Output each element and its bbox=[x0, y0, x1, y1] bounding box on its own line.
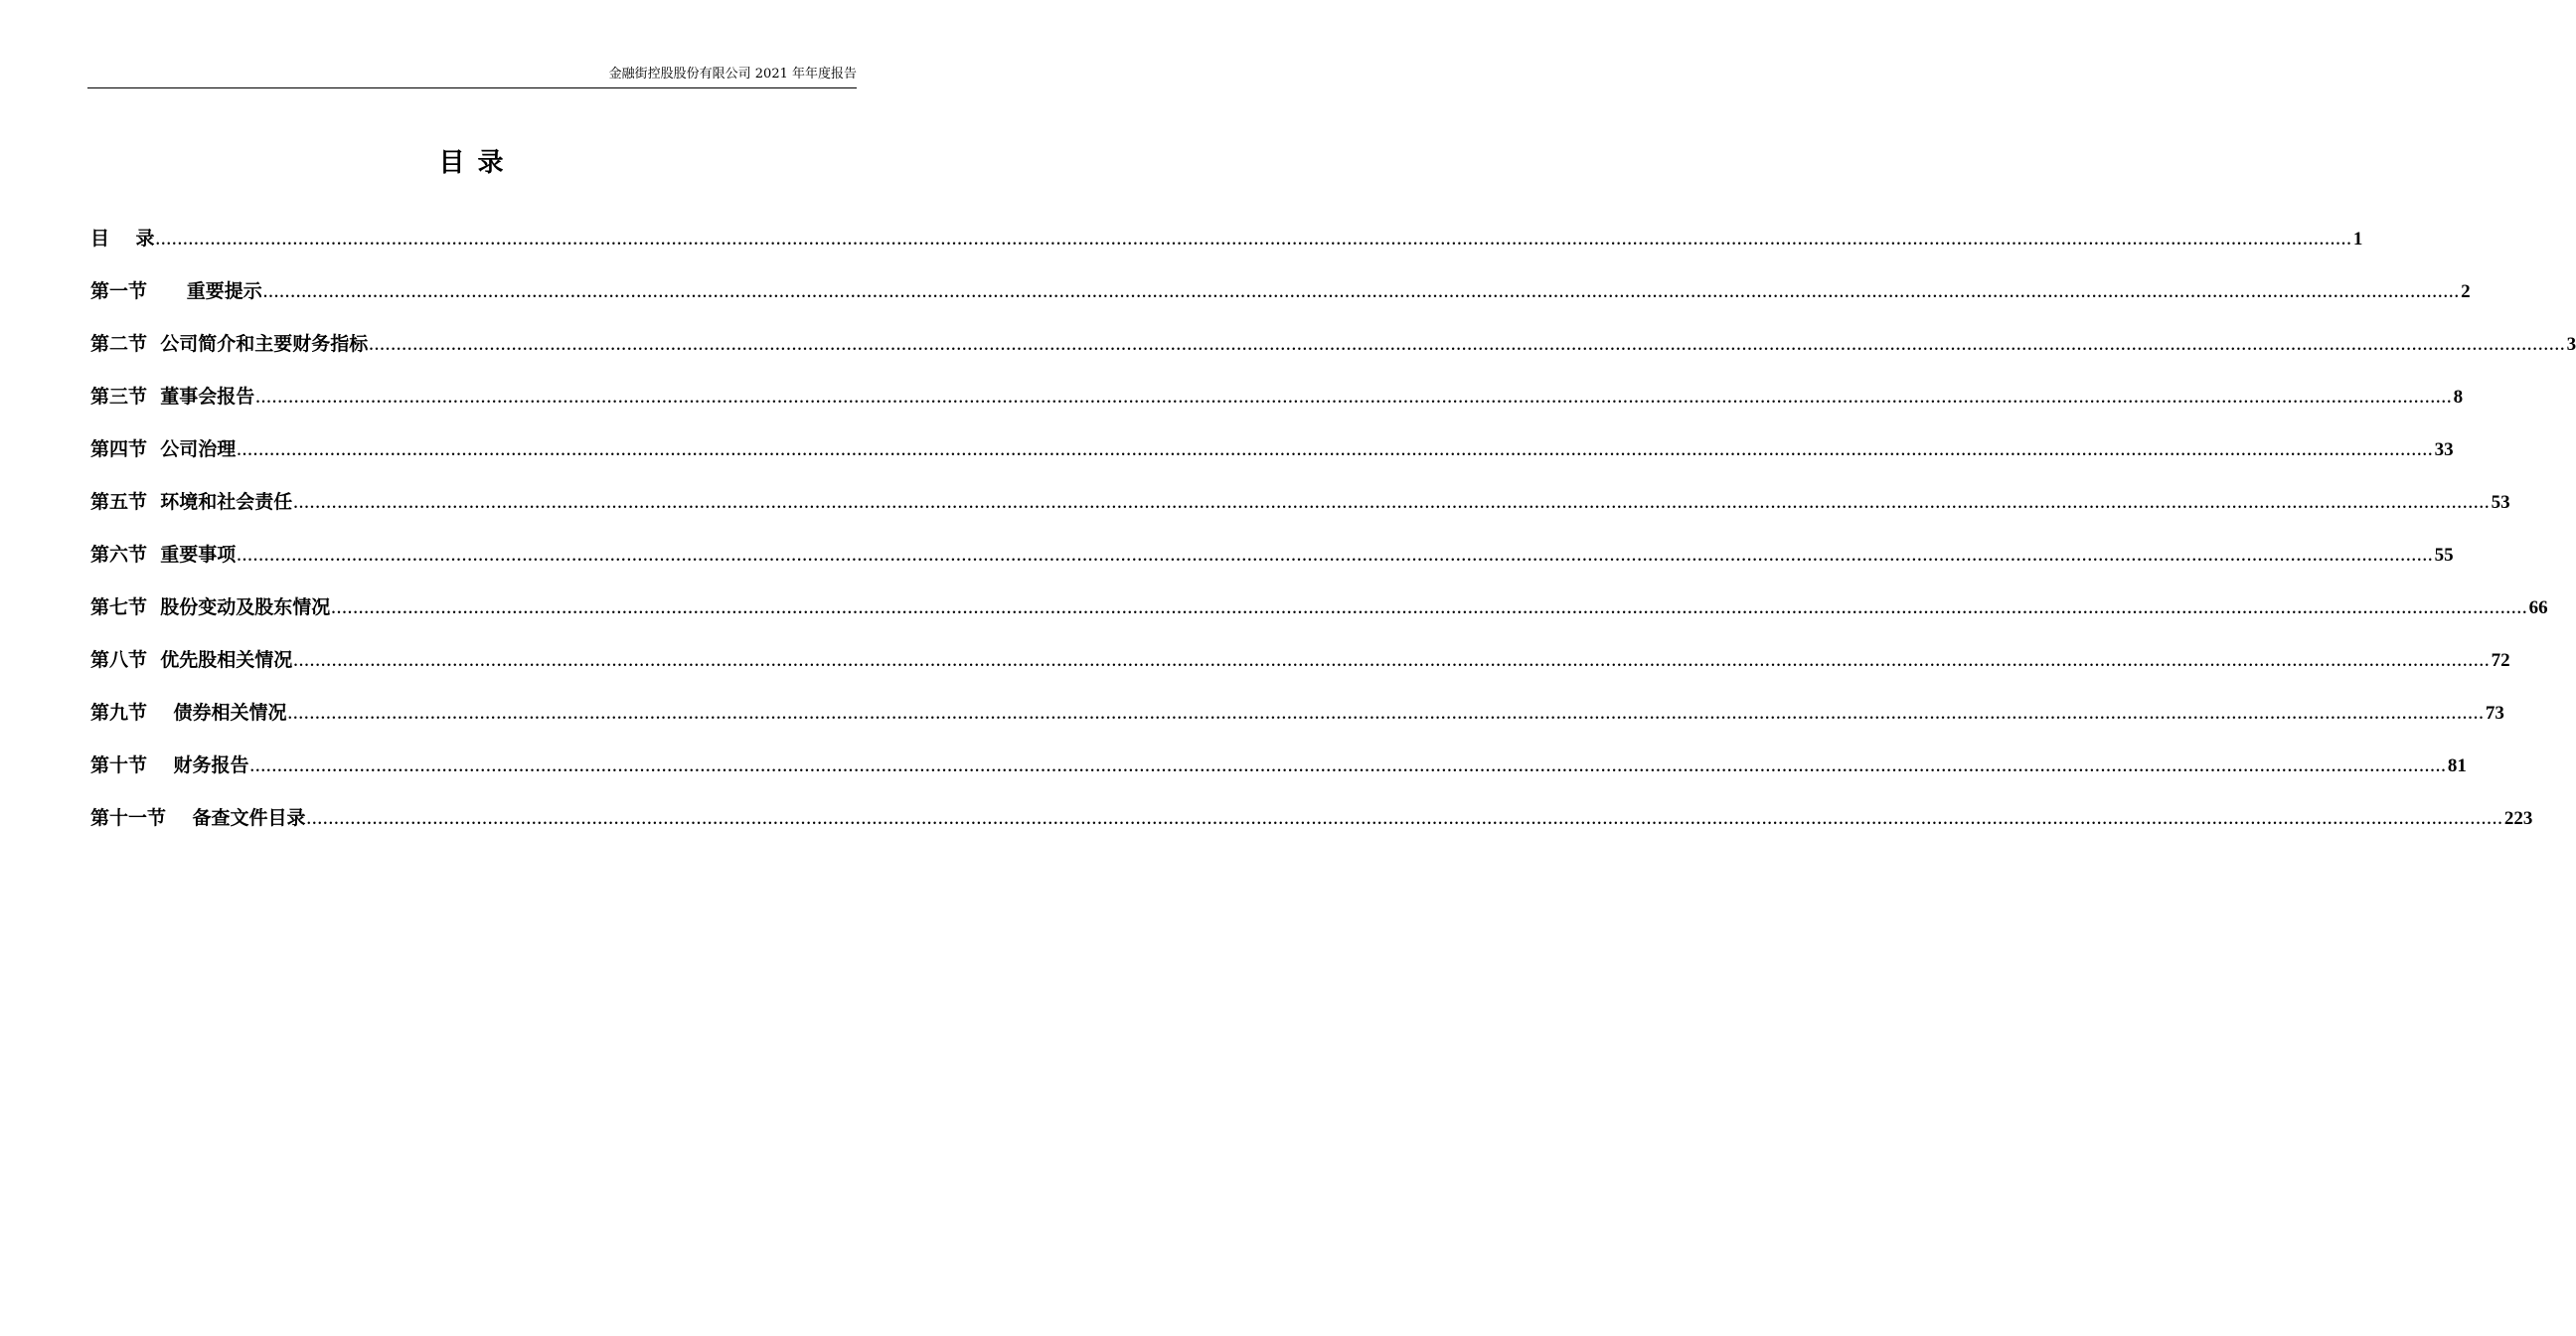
toc-entry-label: 第四节 公司治理 bbox=[90, 438, 237, 460]
toc-leader-dots: ................................................................................................................................................................................................................................................................................................................................................................................................................ bbox=[255, 392, 2453, 407]
toc-leader-dots: ................................................................................................................................................................................................................................................................................................................................................................................................................ bbox=[369, 339, 2566, 354]
toc-leader-dots: ................................................................................................................................................................................................................................................................................................................................................................................................................ bbox=[249, 760, 2447, 775]
toc-entry-page: 53 bbox=[2491, 492, 2510, 513]
toc-leader-dots: ................................................................................................................................................................................................................................................................................................................................................................................................................ bbox=[262, 286, 2461, 301]
toc-entry-label: 第二节 公司简介和主要财务指标 bbox=[90, 333, 369, 355]
table-of-contents bbox=[90, 222, 2576, 854]
toc-entry-section-4[interactable] bbox=[90, 432, 2454, 485]
toc-leader-dots: ................................................................................................................................................................................................................................................................................................................................................................................................................ bbox=[293, 497, 2491, 512]
toc-entry-page: 72 bbox=[2491, 650, 2510, 671]
toc-leader-dots: ................................................................................................................................................................................................................................................................................................................................................................................................................ bbox=[306, 813, 2503, 828]
toc-leader-dots: ................................................................................................................................................................................................................................................................................................................................................................................................................ bbox=[155, 234, 2352, 249]
toc-entry-page: 73 bbox=[2485, 703, 2504, 724]
toc-title: 目 录 bbox=[438, 148, 506, 178]
toc-entry-label: 第十一节 备查文件目录 bbox=[90, 807, 306, 829]
toc-entry-section-9[interactable] bbox=[90, 696, 2504, 749]
toc-entry-section-3[interactable] bbox=[90, 380, 2464, 432]
toc-leader-dots: ................................................................................................................................................................................................................................................................................................................................................................................................................ bbox=[287, 708, 2485, 723]
toc-entry-label: 第六节 重要事项 bbox=[90, 544, 237, 566]
toc-entry-section-11[interactable] bbox=[90, 801, 2533, 854]
toc-entry-page: 1 bbox=[2352, 229, 2363, 250]
toc-entry-section-1[interactable] bbox=[90, 274, 2471, 327]
toc-leader-dots: ................................................................................................................................................................................................................................................................................................................................................................................................................ bbox=[237, 444, 2434, 459]
toc-leader-dots: ................................................................................................................................................................................................................................................................................................................................................................................................................ bbox=[331, 602, 2528, 617]
toc-entry-page: 81 bbox=[2447, 755, 2467, 776]
toc-entry-label: 第八节 优先股相关情况 bbox=[90, 649, 293, 671]
toc-entry-page: 33 bbox=[2434, 439, 2454, 460]
toc-entry-label: 目 录 bbox=[90, 228, 155, 250]
toc-leader-dots: ................................................................................................................................................................................................................................................................................................................................................................................................................ bbox=[237, 550, 2434, 565]
toc-entry-label: 第十节 财务报告 bbox=[90, 754, 249, 776]
toc-entry-section-6[interactable] bbox=[90, 538, 2454, 590]
toc-entry-section-7[interactable] bbox=[90, 590, 2548, 643]
toc-entry-page: 55 bbox=[2434, 545, 2454, 566]
toc-entry-section-2[interactable] bbox=[90, 327, 2576, 380]
toc-entry-page: 66 bbox=[2528, 597, 2548, 618]
toc-leader-dots: ................................................................................................................................................................................................................................................................................................................................................................................................................ bbox=[293, 655, 2491, 670]
toc-entry-label: 第五节 环境和社会责任 bbox=[90, 491, 293, 513]
toc-entry-section-8[interactable] bbox=[90, 643, 2510, 696]
toc-entry-contents[interactable] bbox=[90, 222, 2363, 274]
toc-entry-page: 3 bbox=[2566, 334, 2576, 355]
toc-entry-label: 第一节 重要提示 bbox=[90, 280, 262, 302]
toc-entry-page: 223 bbox=[2503, 808, 2533, 829]
toc-entry-section-10[interactable] bbox=[90, 749, 2467, 801]
toc-entry-page: 2 bbox=[2461, 281, 2471, 302]
toc-entry-label: 第七节 股份变动及股东情况 bbox=[90, 596, 331, 618]
toc-entry-label: 第三节 董事会报告 bbox=[90, 386, 255, 408]
toc-entry-label: 第九节 债券相关情况 bbox=[90, 702, 287, 724]
toc-entry-page: 8 bbox=[2453, 387, 2464, 408]
header-text: 金融街控股股份有限公司 2021 年年度报告 bbox=[608, 67, 857, 82]
page-header bbox=[87, 64, 857, 88]
toc-entry-section-5[interactable] bbox=[90, 485, 2510, 538]
